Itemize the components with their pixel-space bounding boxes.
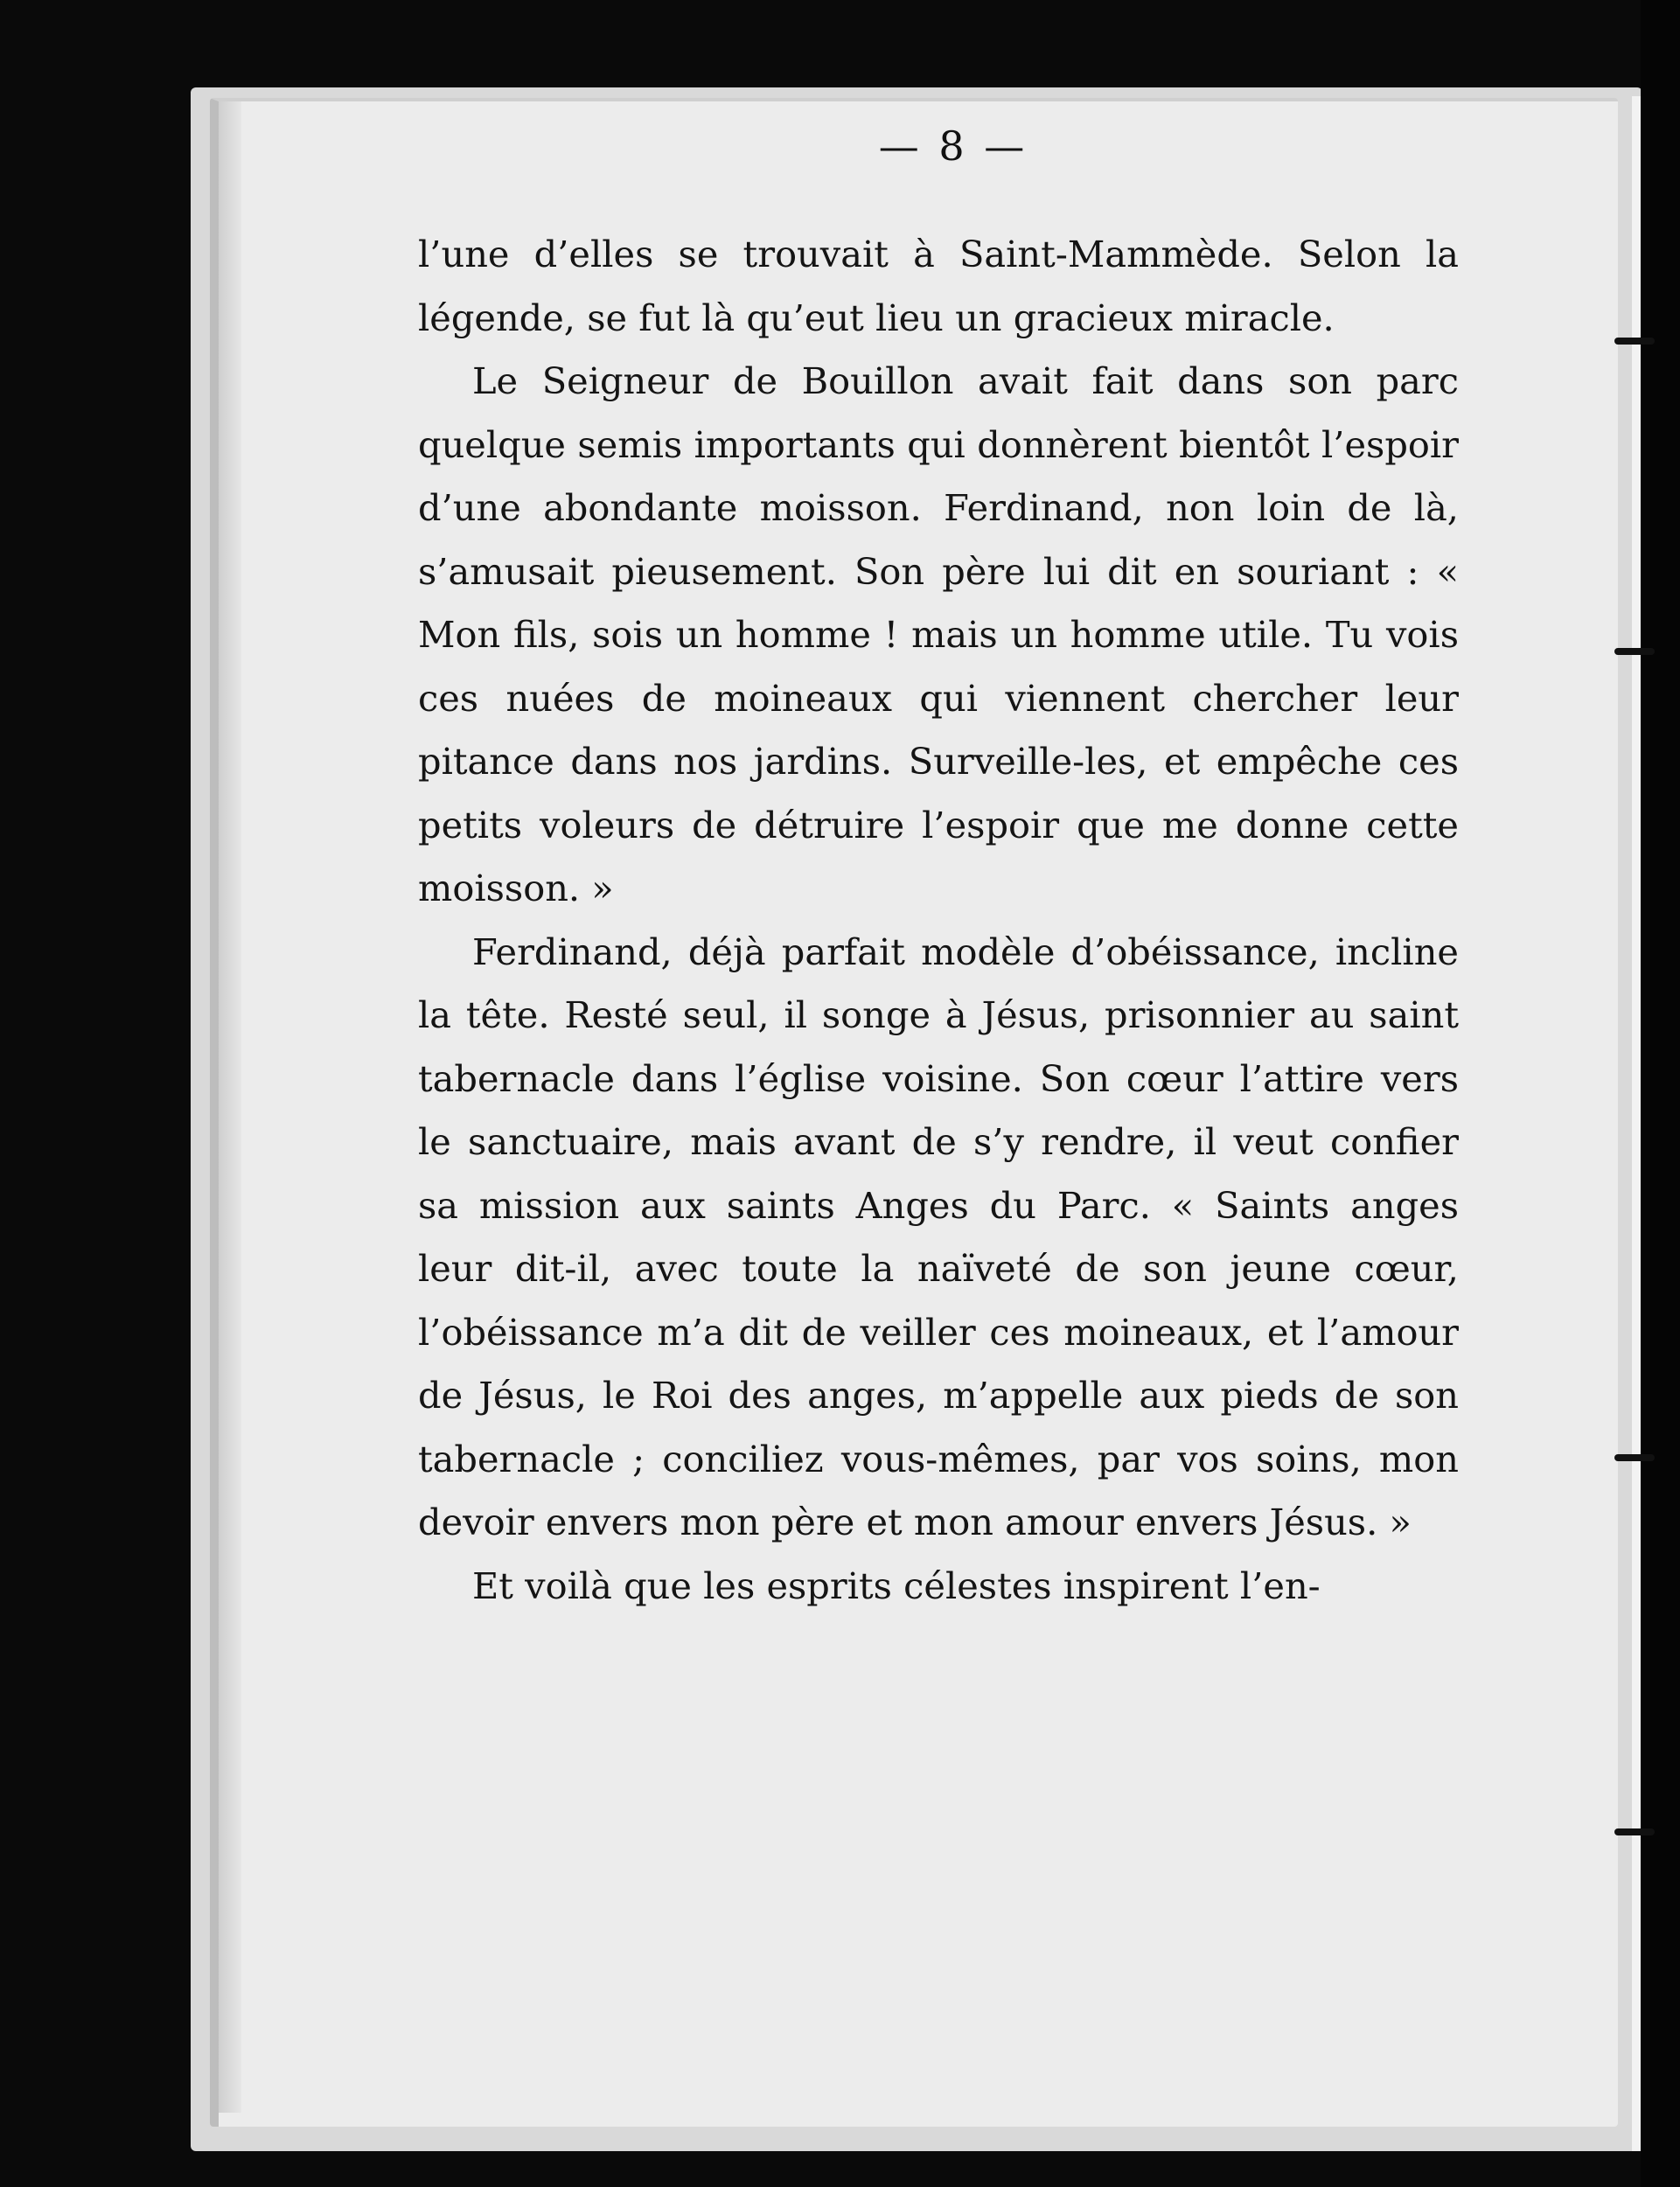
binding-thread-mark [1614,338,1655,345]
body-text [418,223,1459,1618]
binding-thread-mark [1614,1454,1655,1461]
paragraph: Le Seigneur de Bouillon avait fait dans son parc quelque semis importants qui donnèrent bientôt l’espoir d’une abondante moisson. Ferdinand, non loin de là, s’amusait pieusement. Son père lui dit en souriant : « Mon fils, sois un homme ! mais un homme utile. Tu vois ces nuées de moineaux qui viennent chercher leur pitance dans nos jardins. Surveille-les, et empêche ces petits voleurs de détruire l’espoir que me donne cette moisson. » [418,359,1459,909]
binding-thread-mark [1614,1828,1655,1835]
paragraph: Ferdinand, déjà parfait modèle d’obéissance, incline la tête. Resté seul, il songe à Jésus, prisonnier au saint tabernacle dans l’église voisine. Son cœur l’attire vers le sanctuaire, mais avant de s’y rendre, il veut confier sa mission aux saints Anges du Parc. « Saints anges leur dit-il, avec toute la naïveté de son jeune cœur, l’obéissance m’a dit de veiller ces moineaux, et l’amour de Jésus, le Roi des anges, m’appelle aux pieds de son tabernacle ; conciliez vous-mêmes, par vos soins, mon devoir envers mon père et mon amour envers Jésus. » [418,930,1459,1543]
gutter-shadow [219,101,241,2113]
binding-thread-mark [1614,648,1655,655]
paragraph: Et voilà que les esprits célestes inspirent l’en- [472,1564,1321,1607]
book-spine [1641,0,1680,2187]
paragraph: l’une d’elles se trouvait à Saint-Mammède. Selon la légende, se fut là qu’eut lieu un gracieux miracle. [418,233,1459,339]
page-number: — 8 — [878,122,1028,170]
page-right-edge [1632,96,1641,2151]
